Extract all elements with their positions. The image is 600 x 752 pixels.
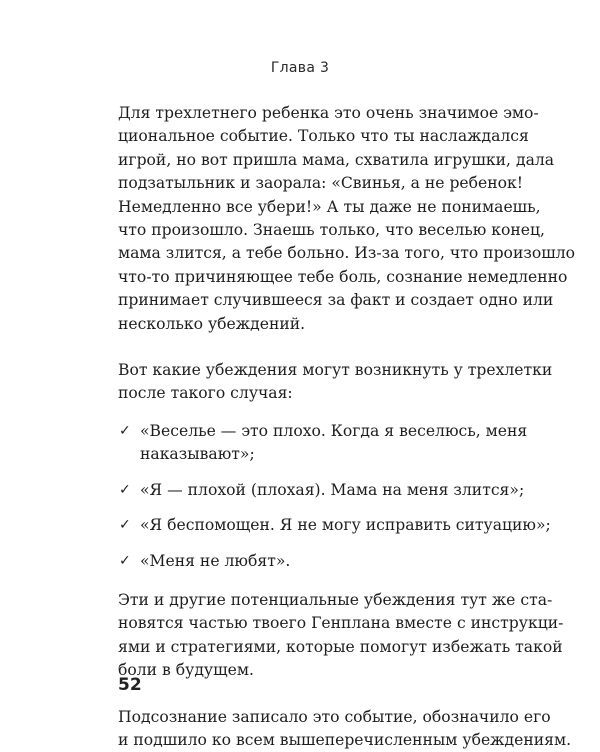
list-item [118,514,551,537]
text-line: ями и стратегиями, которые помогут избежать такой [118,637,563,656]
checkmark-icon: ✓ [119,517,131,534]
paragraph-3 [118,589,564,683]
text-line: мама злится, а тебе больно. Из-за того, что произошло [118,244,576,263]
paragraph-4 [118,706,572,752]
text-line: несколько убеждений. [118,314,306,333]
checkmark-icon: ✓ [119,422,131,439]
text-line: подзатыльник и заорала: «Свинья, а не ребенок! [118,174,524,193]
running-header: Глава 3 [270,60,330,76]
text-line: что произошло. Знаешь только, что веселью конец, [118,221,545,240]
checkmark-icon: ✓ [119,481,131,498]
text-line: и подшило ко всем вышеперечисленным убеждениям. [118,730,572,749]
text-line: «Меня не любят». [140,551,291,570]
text-line: игрой, но вот пришла мама, схватила игрушки, дала [118,150,555,169]
checkmark-icon: ✓ [119,552,131,569]
text-line: «Я — плохой (плохая). Мама на меня злится»; [140,480,525,499]
text-line: «Я беспомощен. Я не могу исправить ситуацию»; [140,516,551,535]
paragraph-2 [118,359,553,406]
page-body [118,102,576,752]
text-line: наказывают»; [140,445,255,464]
text-line: новятся частью твоего Генплана вместе с инструкци- [118,614,564,633]
text-line: циональное событие. Только что ты наслаждался [118,127,529,146]
text-line: принимает случившееся за факт и создает одно или [118,291,554,310]
text-line: Эти и другие потенциальные убеждения тут же ста- [118,590,553,609]
text-line: Вот какие убеждения могут возникнуть у трехлетки [118,361,553,380]
text-line: после такого случая: [118,384,293,403]
text-line: что-то причиняющее тебе боль, сознание немедленно [118,267,568,286]
list-item [118,420,528,467]
page-number: 52 [118,675,142,695]
text-line: боли в будущем. [118,661,254,680]
text-line: Для трехлетнего ребенка это очень значимое эмо- [118,104,539,122]
text-line: «Веселье — это плохо. Когда я веселюсь, меня [140,421,528,440]
beliefs-list [118,420,551,573]
text-line: Подсознание записало это событие, обозначило его [118,707,551,726]
list-item [118,479,525,502]
text-line: Немедленно все убери!» А ты даже не понимаешь, [118,197,541,216]
list-item [118,550,490,573]
paragraph-1 [118,102,576,336]
